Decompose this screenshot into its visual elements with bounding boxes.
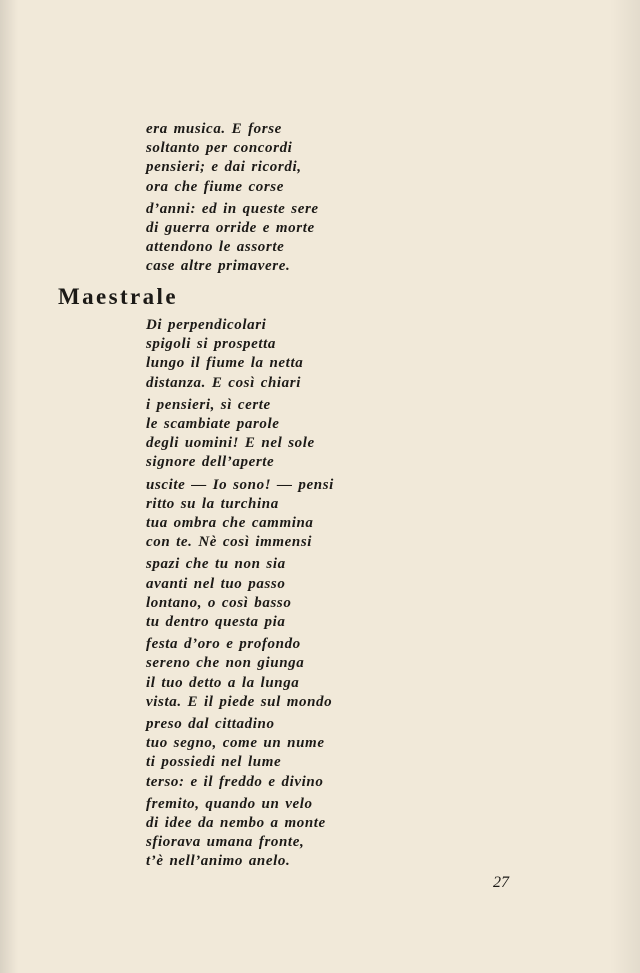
stanza (146, 715, 396, 792)
verse-line: t’è nell’animo anelo. (146, 853, 291, 870)
verse-line: signore dell’aperte (146, 454, 275, 471)
verse-line: fremito, quando un velo (146, 795, 313, 812)
verse-line: spazi che tu non sia (146, 556, 286, 573)
poem-continuation (146, 120, 396, 280)
verse-line: tuo segno, come un nume (146, 735, 325, 752)
verse-line: uscite — Io sono! — pensi (146, 476, 334, 493)
verse-line: terso: e il freddo e divino (146, 773, 324, 790)
verse-line: lontano, o così basso (146, 594, 292, 611)
verse-line: Di perpendicolari (146, 317, 267, 333)
verse-line: ti possiedi nel lume (146, 754, 282, 771)
poem-body (146, 316, 396, 875)
verse-line: ora che fiume corse (146, 178, 284, 195)
verse-line: vista. E il piede sul mondo (146, 693, 333, 710)
verse-line: tu dentro questa pia (146, 614, 286, 631)
stanza (146, 555, 396, 632)
stanza (146, 200, 396, 277)
stanza (146, 396, 396, 473)
verse-line: lungo il fiume la netta (146, 355, 304, 372)
verse-line: ritto su la turchina (146, 495, 279, 512)
verse-line: le scambiate parole (146, 416, 280, 433)
verse-line: preso dal cittadino (146, 716, 275, 733)
verse-line: pensieri; e dai ricordi, (146, 159, 302, 176)
verse-line: di idee da nembo a monte (146, 815, 326, 832)
verse-line: avanti nel tuo passo (146, 575, 286, 592)
verse-line: il tuo detto a la lunga (146, 674, 300, 691)
verse-line: sfiorava umana fronte, (146, 834, 305, 851)
verse-line: tua ombra che cammina (146, 515, 314, 532)
verse-line: degli uomini! E nel sole (146, 435, 315, 452)
verse-line: d’anni: ed in queste sere (146, 200, 319, 217)
page-number: 27 (493, 874, 509, 891)
stanza (146, 795, 396, 872)
verse-line: festa d’oro e profondo (146, 636, 301, 653)
verse-line: con te. Nè così immensi (146, 534, 313, 551)
verse-line: soltanto per concordi (146, 140, 293, 157)
verse-line: era musica. E forse (146, 121, 282, 137)
verse-line: i pensieri, sì certe (146, 396, 271, 413)
verse-line: spigoli si prospetta (146, 336, 277, 353)
verse-line: attendono le assorte (146, 239, 285, 256)
poem-title: Maestrale (58, 284, 178, 309)
stanza (146, 316, 396, 393)
verse-line: di guerra orride e morte (146, 220, 315, 237)
verse-line: case altre primavere. (146, 258, 291, 275)
stanza (146, 476, 396, 553)
verse-line: distanza. E così chiari (146, 374, 301, 391)
stanza (146, 120, 396, 197)
verse-line: sereno che non giunga (146, 655, 305, 672)
stanza (146, 635, 396, 712)
